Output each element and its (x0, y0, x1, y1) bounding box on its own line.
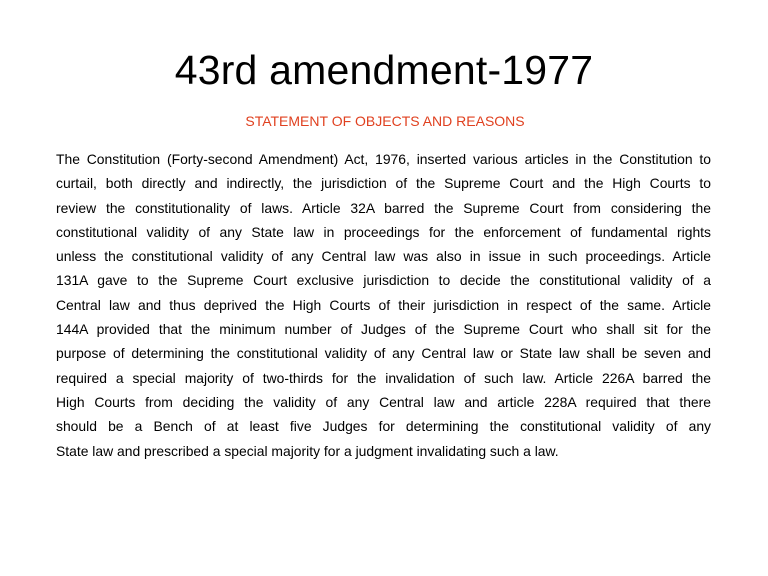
slide-title: 43rd amendment-1977 (174, 47, 594, 93)
body-line: curtail, both directly and indirectly, the jurisdiction of the Supreme Court and the High Courts to (56, 175, 711, 192)
body-line: 131A gave to the Supreme Court exclusive jurisdiction to decide the constitutional validity of a (56, 272, 711, 289)
body-line: constitutional validity of any State law in proceedings for the enforcement of fundamental rights (56, 223, 711, 240)
body-line: required a special majority of two-thirds for the invalidation of such law. Article 226A barred the (56, 369, 711, 386)
body-line: State law and prescribed a special majority for a judgment invalidating such a law. (56, 442, 559, 459)
body-line: review the constitutionality of laws. Article 32A barred the Supreme Court from considering the (56, 199, 711, 216)
body-line: unless the constitutional validity of any Central law was also in issue in such proceedings. Article (56, 248, 711, 265)
body-line: should be a Bench of at least five Judges for determining the constitutional validity of any (56, 418, 711, 435)
body-line: 144A provided that the minimum number of Judges of the Supreme Court who shall sit for the (56, 321, 711, 338)
body-paragraph (56, 147, 711, 463)
body-line: purpose of determining the constitutional validity of any Central law or State law shall be seven and (56, 345, 711, 362)
body-line: The Constitution (Forty-second Amendment) Act, 1976, inserted various articles in the Constitution to (56, 151, 711, 167)
slide-subtitle: STATEMENT OF OBJECTS AND REASONS (245, 113, 525, 129)
body-line: Central law and thus deprived the High Courts of their jurisdiction in respect of the same. Article (56, 296, 711, 313)
body-line: High Courts from deciding the validity of any Central law and article 228A required that there (56, 393, 711, 410)
